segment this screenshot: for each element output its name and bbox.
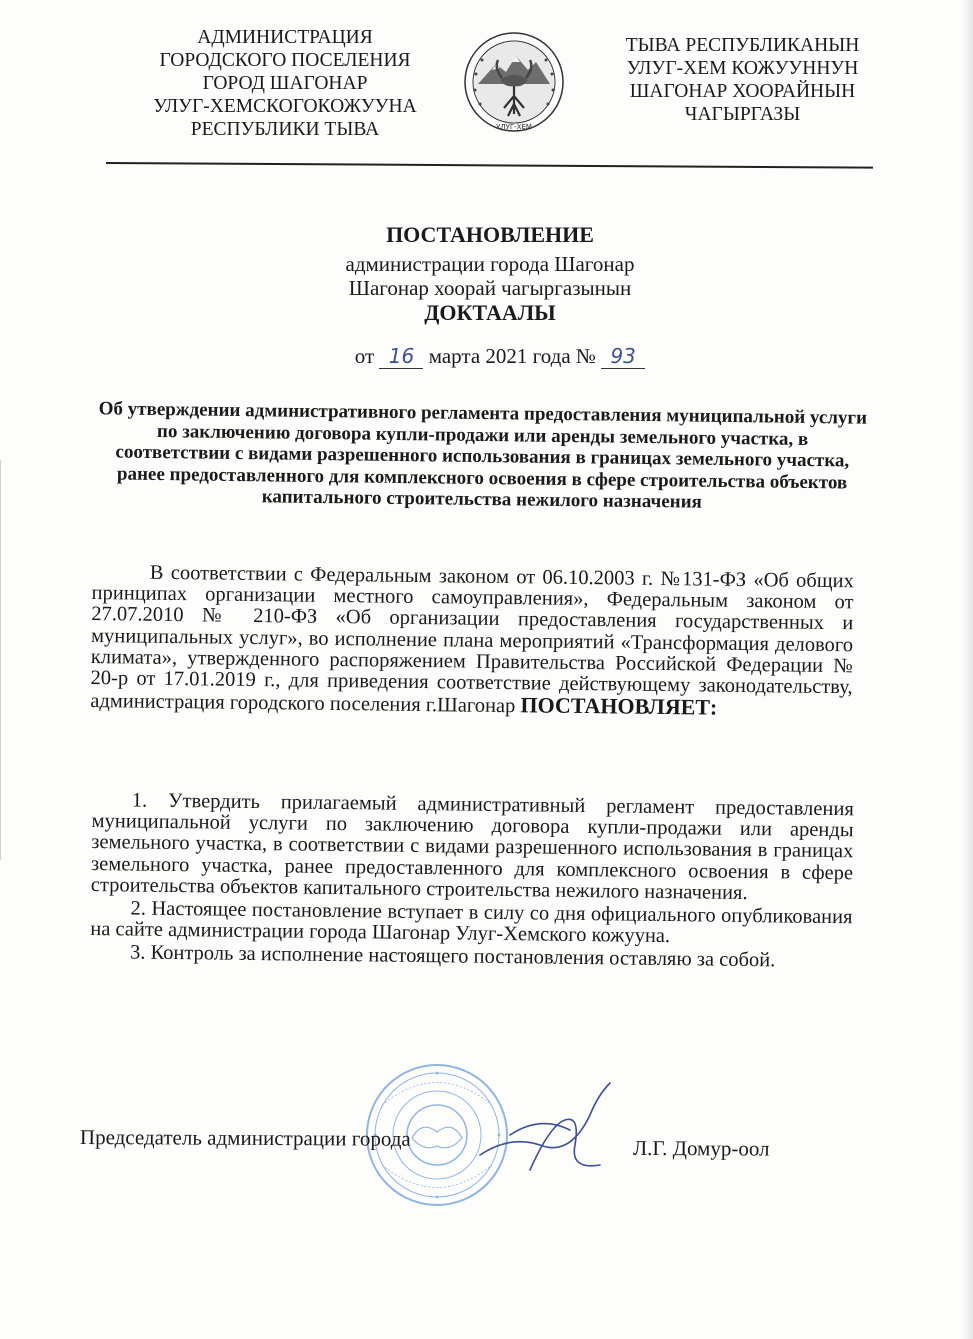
header-divider [106, 162, 873, 169]
handwritten-signature-icon [470, 1075, 630, 1185]
header-right-line: ТЫВА РЕСПУБЛИКАНЫН [625, 35, 860, 56]
header-right-line: УЛУГ-ХЕМ КОЖУУННУН [626, 58, 859, 79]
header-left-line: ГОРОДСКОГО ПОСЕЛЕНИЯ [159, 50, 411, 71]
preamble-paragraph [90, 562, 854, 722]
preamble-text: В соответствии с Федеральным законом от 06.10.2003 г. №131-ФЗ «Об общих принципах организации местного самоуправления», Федеральным законом от 27.07.2010 № 210-ФЗ «Об организации предоставления государственных и муниципальных услуг», во исполнение плана мероприятий «Трансформация делового климата», утвержденного распоряжением Правительства Российской Федерации № 20-р от 17.01.2019 г., для приведения соответствие действующему законодательству, администрация городского поселения г.Шагонар [90, 561, 854, 718]
document-subject: Об утверждении административного регламента предоставления муниципальной услуги по заключению договора купли-продажи или аренды земельного участка, в соответствии с видами разрешенного использования в границах земельного участка, ранее предоставленного для комплексного освоения в сфере строительства объектов капитального строительства нежилого назначения [98, 398, 868, 513]
header-right-line: ЧАГЫРГАЗЫ [684, 104, 801, 125]
issuer-tyv: Шагонар хоорай чагыргазынын [348, 276, 632, 300]
issuer-ru: администрации города Шагонар [345, 252, 635, 276]
signatory-position: Председатель администрации города [79, 1125, 411, 1151]
resolution-item: 2. Настоящее постановление вступает в силу со дня официального опубликования на сайте администрации города Шагонар Улуг-Хемского кожууна. [90, 897, 853, 948]
page-edge-shadow [961, 0, 973, 1339]
signatory-name: Л.Г. Домур-оол [632, 1135, 770, 1161]
header-left-line: УЛУГ-ХЕМСКОГОКОЖУУНА [153, 96, 417, 117]
resolves-word: ПОСТАНОВЛЯЕТ: [520, 692, 718, 720]
header-left-block [140, 26, 430, 141]
header-left-line: АДМИНИСТРАЦИЯ [197, 27, 373, 48]
resolution-item: 1. Утвердить прилагаемый административный регламент предоставления муниципальной услуги по заключению договора купли-продажи или аренды земельного участка, в соответствии с видами разрешенного использования в границах земельного участка, ранее предоставленного для комплексного освоения в сфере строительства объектов капитального строительства нежилого назначения. [90, 789, 854, 904]
date-middle: марта 2021 года № [428, 344, 596, 368]
header-right-line: ШАГОНАР ХООРАЙНЫН [629, 81, 856, 102]
emblem-ring-text: УЛУГ-ХЕМ [496, 123, 532, 131]
scan-edge-mark [0, 460, 11, 860]
resolution-item: 3. Контроль за исполнение настоящего постановления оставляю за собой. [129, 941, 776, 972]
document-type: ПОСТАНОВЛЕНИЕ [386, 222, 594, 247]
date-prefix: от [354, 344, 375, 368]
header-right-block [605, 34, 880, 126]
resolution-items [90, 790, 854, 973]
header-left-line: РЕСПУБЛИКИ ТЫВА [190, 119, 380, 140]
date-line [300, 344, 700, 369]
handwritten-day: 16 [379, 344, 423, 369]
coat-of-arms-icon [462, 30, 566, 134]
handwritten-number: 93 [601, 344, 645, 369]
document-type-tyv: ДОКТААЛЫ [424, 300, 556, 325]
header-left-line: ГОРОД ШАГОНАР [202, 73, 368, 94]
